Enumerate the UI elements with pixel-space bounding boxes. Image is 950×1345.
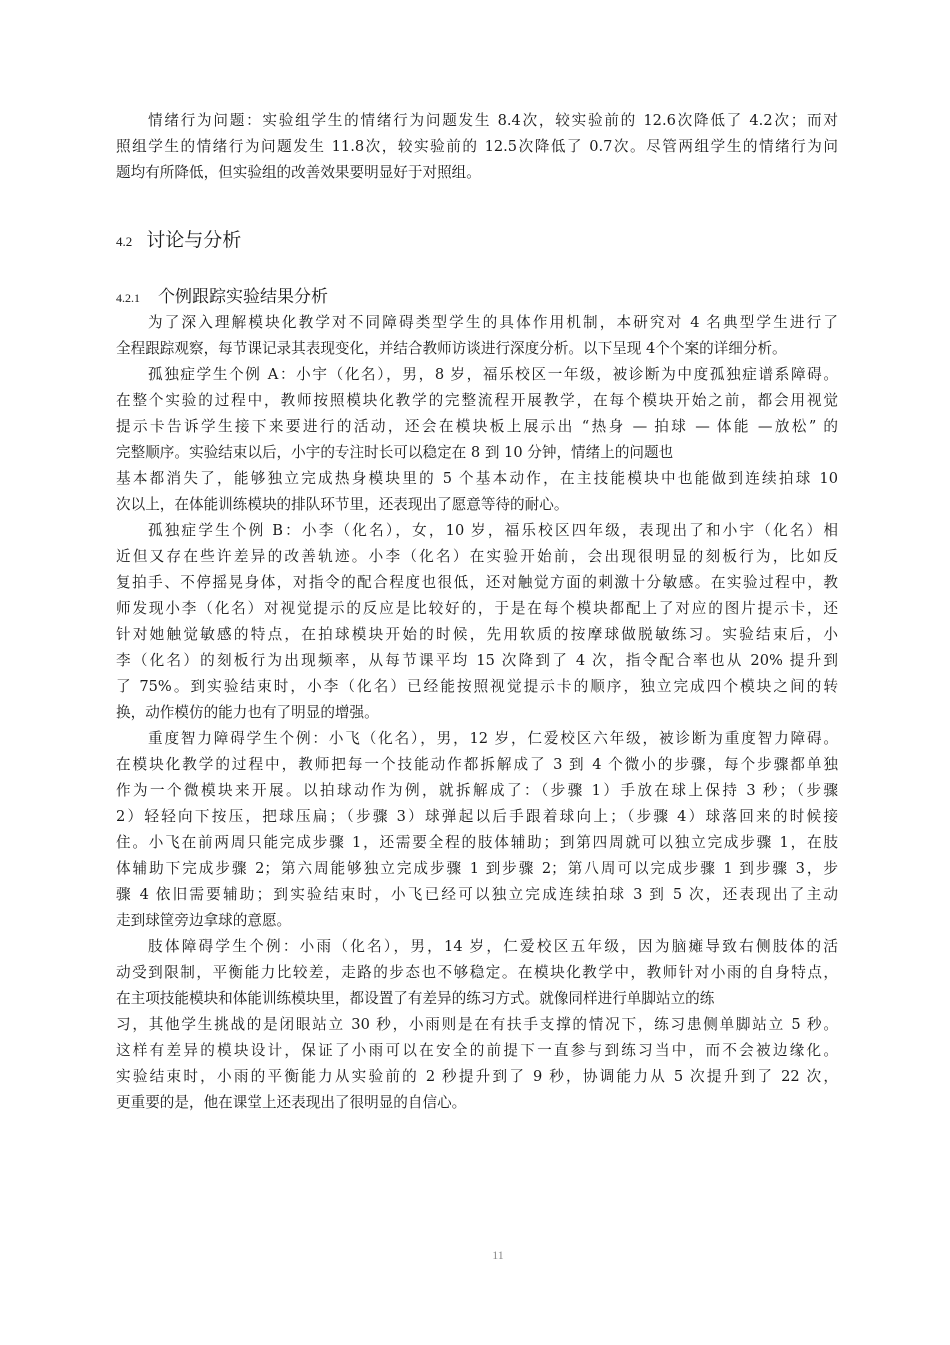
text-line: 针对她触觉敏感的特点，在拍球模块开始的时候，先用软质的按摩球做脱敏练习。实验结束后，小 [116, 626, 838, 643]
text-line: 全程跟踪观察，每节课记录其表现变化，并结合教师访谈进行深度分析。以下呈现 4个个案的详细分析。 [116, 340, 787, 357]
text-line: 体辅助下完成步骤 2；第六周能够独立完成步骤 1 到步骤 2；第八周可以完成步骤 1 到步骤 3，步 [116, 860, 838, 877]
text-line: 情绪行为问题：实验组学生的情绪行为问题发生 8.4次，较实验前的 12.6次降低了 4.2次；而对 [148, 112, 838, 129]
text-line: 李（化名）的刻板行为出现频率，从每节课平均 15 次降到了 4 次，指令配合率也从 20% 提升到 [116, 652, 838, 669]
text-line: 这样有差异的模块设计，保证了小雨可以在安全的前提下一直参与到练习当中，而不会被边缘化。 [116, 1042, 838, 1059]
subsection-title: 个例跟踪实验结果分析 [158, 287, 328, 307]
text-line: 复拍手、不停摇晃身体，对指令的配合程度也很低，还对触觉方面的刺激十分敏感。在实验过程中，教 [116, 574, 838, 591]
text-line: 题均有所降低，但实验组的改善效果要明显好于对照组。 [116, 164, 481, 181]
text-line: 提示卡告诉学生接下来要进行的活动，还会在模块板上展示出 “热身 — 拍球 — 体能 —放松” 的 [116, 418, 838, 435]
subsection-number: 4.2.1 [116, 291, 140, 305]
paragraph-intro [116, 310, 838, 362]
section-title: 讨论与分析 [146, 229, 242, 251]
text-line: 重度智力障碍学生个例：小飞（化名），男，12 岁，仁爱校区六年级，被诊断为重度智力障碍。 [148, 730, 838, 747]
text-line: 作为一个微模块来开展。以拍球动作为例，就拆解成了：（步骤 1）手放在球上保持 3 秒；（步骤 [116, 782, 838, 799]
text-line: 基本都消失了，能够独立完成热身模块里的 5 个基本动作，在主技能模块中也能做到连续拍球 10 [116, 470, 838, 487]
text-line: 次以上，在体能训练模块的排队环节里，还表现出了愿意等待的耐心。 [116, 496, 569, 513]
text-line: 完整顺序。实验结束以后，小宇的专注时长可以稳定在 8 到 10 分钟，情绪上的问题也 [116, 444, 674, 461]
text-line: 走到球筐旁边拿球的意愿。 [116, 912, 292, 929]
section-heading [116, 226, 838, 254]
text-line: 住。小飞在前两周只能完成步骤 1，还需要全程的肢体辅助；到第四周就可以独立完成步骤 1，在肢 [116, 834, 838, 851]
text-line: 实验结束时，小雨的平衡能力从实验前的 2 秒提升到了 9 秒，协调能力从 5 次提升到了 22 次， [116, 1068, 838, 1085]
text-line: 在整个实验的过程中，教师按照模块化教学的完整流程开展教学，在每个模块开始之前，都会用视觉 [116, 392, 838, 409]
text-line: 孤独症学生个例 B：小李（化名），女，10 岁，福乐校区四年级，表现出了和小宇（化名）相 [148, 522, 838, 539]
text-line: 照组学生的情绪行为问题发生 11.8次，较实验前的 12.5次降低了 0.7次。尽管两组学生的情绪行为问 [116, 138, 838, 155]
text-line: 在主项技能模块和体能训练模块里，都设置了有差异的练习方式。就像同样进行单脚站立的练 [116, 990, 715, 1007]
text-line: 动受到限制，平衡能力比较差，走路的步态也不够稳定。在模块化教学中，教师针对小雨的自身特点， [116, 964, 838, 981]
paragraph-emotion [116, 108, 838, 186]
text-line: 师发现小李（化名）对视觉提示的反应是比较好的，于是在每个模块都配上了对应的图片提示卡，还 [116, 600, 838, 617]
paragraph-case-b [116, 518, 838, 726]
paragraph-case-c [116, 726, 838, 934]
text-line: 更重要的是，他在课堂上还表现出了很明显的自信心。 [116, 1094, 467, 1111]
text-line: 在模块化教学的过程中，教师把每一个技能动作都拆解成了 3 到 4 个微小的步骤，每个步骤都单独 [116, 756, 838, 773]
page-number: 11 [492, 1248, 504, 1262]
paragraph-case-d [116, 934, 838, 1116]
text-line: 2）轻轻向下按压，把球压扁；（步骤 3）球弹起以后手跟着球向上；（步骤 4）球落回来的时候接 [116, 808, 838, 825]
text-line: 换，动作模仿的能力也有了明显的增强。 [116, 704, 379, 721]
text-line: 骤 4 依旧需要辅助；到实验结束时，小飞已经可以独立完成连续拍球 3 到 5 次，还表现出了主动 [116, 886, 838, 903]
document-page [116, 108, 838, 1116]
text-line: 孤独症学生个例 A：小宇（化名），男，8 岁，福乐校区一年级，被诊断为中度孤独症谱系障碍。 [148, 366, 838, 383]
text-line: 为了深入理解模块化教学对不同障碍类型学生的具体作用机制，本研究对 4 名典型学生进行了 [148, 314, 838, 331]
section-number: 4.2 [116, 234, 133, 249]
text-line: 近但又存在些许差异的改善轨迹。小李（化名）在实验开始前，会出现很明显的刻板行为，比如反 [116, 548, 838, 565]
text-line: 了 75%。到实验结束时，小李（化名）已经能按照视觉提示卡的顺序，独立完成四个模块之间的转 [116, 678, 838, 695]
text-line: 习，其他学生挑战的是闭眼站立 30 秒，小雨则是在有扶手支撑的情况下，练习患侧单脚站立 5 秒。 [116, 1016, 838, 1033]
text-line: 肢体障碍学生个例：小雨（化名），男，14 岁，仁爱校区五年级，因为脑瘫导致右侧肢体的活 [148, 938, 838, 955]
subsection-heading [116, 284, 838, 310]
paragraph-case-a [116, 362, 838, 518]
